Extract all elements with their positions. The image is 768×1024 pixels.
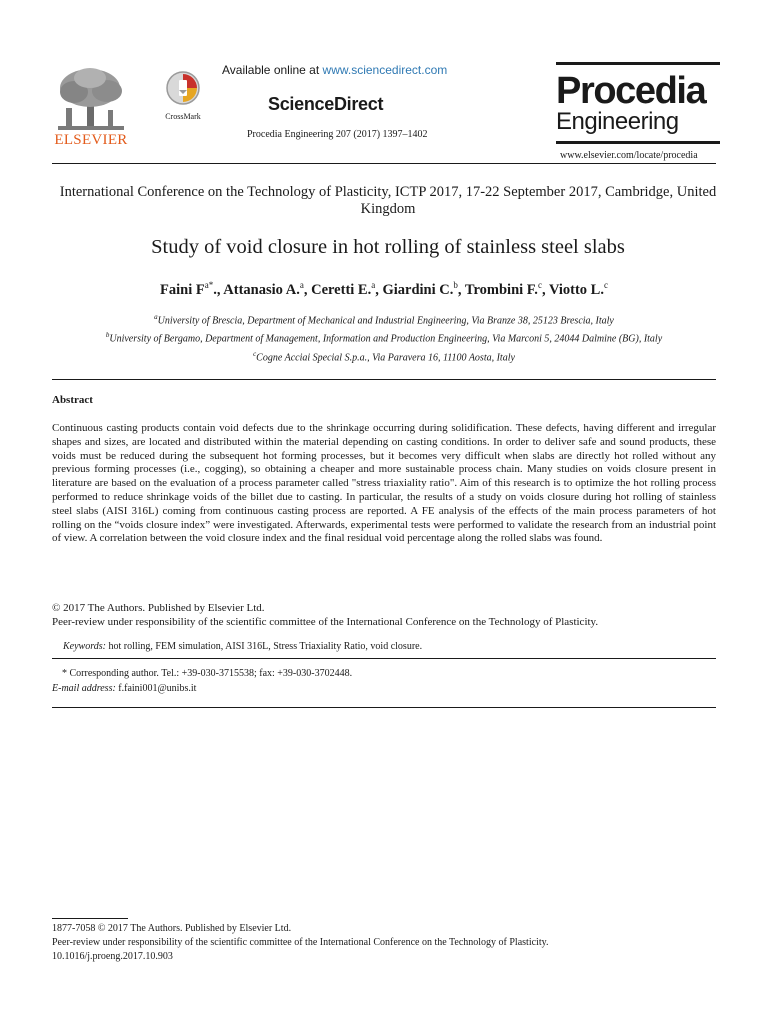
affiliation-mark: c bbox=[253, 349, 257, 358]
sciencedirect-brand: ScienceDirect bbox=[268, 94, 384, 114]
peer-review-notice: Peer-review under responsibility of the scientific committee of the International Conference on the Technology of Plasticity. bbox=[52, 616, 599, 628]
logo-bottom-rule bbox=[556, 141, 720, 144]
crossmark-label: CrossMark bbox=[165, 112, 201, 121]
affiliation-list bbox=[52, 310, 716, 365]
affiliation-item bbox=[52, 310, 716, 328]
author-affiliation-mark: c bbox=[537, 280, 542, 290]
author-affiliation-mark: a bbox=[371, 280, 376, 290]
keywords-label: Keywords: bbox=[63, 641, 106, 652]
author-affiliation-mark: c bbox=[603, 280, 608, 290]
logo-top-rule bbox=[556, 62, 720, 65]
keywords-text: hot rolling, FEM simulation, AISI 316L, Stress Triaxiality Ratio, void closure. bbox=[108, 641, 423, 652]
section-divider bbox=[52, 379, 716, 380]
affiliation-text: University of Brescia, Department of Mechanical and Industrial Engineering, Via Branze 38, 25123 Brescia, Italy bbox=[157, 315, 614, 327]
affiliation-mark: a bbox=[154, 313, 158, 321]
author-separator: , bbox=[457, 281, 465, 298]
available-prefix: Available online at bbox=[222, 63, 320, 77]
issn-line: 1877-7058 © 2017 The Authors. Published by Elsevier Ltd. bbox=[52, 923, 292, 934]
crossmark-badge[interactable] bbox=[158, 70, 208, 121]
author-name: Attanasio A. bbox=[223, 281, 300, 298]
affiliation-text: University of Bergamo, Department of Management, Information and Production Engineering, Via Marconi 5, 24044 Dalmine (BG), Italy bbox=[109, 333, 663, 345]
procedia-engineering-logo bbox=[556, 62, 720, 144]
sciencedirect-link[interactable]: www.sciencedirect.com bbox=[322, 63, 448, 77]
email-label: E-mail address: bbox=[52, 683, 116, 694]
author-separator: , bbox=[375, 281, 383, 298]
author-affiliation-mark: a* bbox=[204, 280, 214, 290]
crossmark-icon bbox=[165, 70, 201, 106]
conference-name: International Conference on the Technology of Plasticity, ICTP 2017, 17-22 September 2017, Cambridge, United Kingdom bbox=[59, 184, 717, 217]
email-address-link[interactable]: f.faini001@unibs.it bbox=[118, 683, 197, 694]
journal-url-link[interactable]: www.elsevier.com/locate/procedia bbox=[560, 150, 698, 161]
paper-title: Study of void closure in hot rolling of stainless steel slabs bbox=[151, 236, 625, 258]
author-separator: ., bbox=[213, 281, 224, 298]
section-divider bbox=[52, 707, 716, 708]
author-name: Giardini C. bbox=[382, 281, 454, 298]
author-list bbox=[52, 280, 716, 299]
page-footer bbox=[52, 922, 716, 964]
copyright-notice: © 2017 The Authors. Published by Elsevier Ltd. bbox=[52, 602, 265, 614]
abstract-body: Continuous casting products contain void defects due to the shrinkage occurring during solidification. These defects, having different and irregular shapes and sizes, are located and distributed within the material depending on casting conditions. In order to deliver safe and sound products, these voids must be reduced during the subsequent hot forming processes, but it becomes very difficult when slabs are directly hot rolled without any previous forming processes (i.e., cogging), so obtaining a cheaper and more sustainable process chain. Many studies on voids closure present in literature are based on the evaluation of a process parameter called "stress triaxiality ratio". Aim of this research is to optimize the hot rolling process performed to reduce shrinkage voids of the billet due to casting. In particular, the results of a study on voids closure during hot rolling of stainless steel slabs (AISI 316L) coming from continuous casting process are reported. A FE analysis of the effects of the main process parameters of hot rolling on the “voids closure index” were investigated. Afterwards, experimental tests were performed to validate the research from an industrial point of view. A correlation between the void closure index and the final residual void percentage along the rolled slabs was found. bbox=[52, 422, 716, 545]
author-separator: , bbox=[541, 281, 549, 298]
author-name: Faini F bbox=[160, 281, 205, 298]
doi-link[interactable]: 10.1016/j.proeng.2017.10.903 bbox=[52, 951, 173, 962]
footer-peer-review: Peer-review under responsibility of the scientific committee of the International Conference on the Technology of Plasticity. bbox=[52, 937, 549, 948]
corresponding-author: * Corresponding author. Tel.: +39-030-3715538; fax: +39-030-3702448. bbox=[62, 668, 353, 679]
author-name: Viotto L. bbox=[548, 281, 604, 298]
affiliation-text: Cogne Acciai Special S.p.a., Via Paravera 16, 11100 Aosta, Italy bbox=[256, 351, 515, 363]
affiliation-item bbox=[52, 347, 716, 365]
available-online bbox=[222, 63, 447, 77]
author-name: Ceretti E. bbox=[311, 281, 372, 298]
header-divider bbox=[52, 163, 716, 164]
affiliation-mark: b bbox=[105, 331, 110, 340]
footnote-rule bbox=[52, 918, 128, 919]
author-affiliation-mark: a bbox=[299, 280, 304, 290]
journal-citation: Procedia Engineering 207 (2017) 1397–1402 bbox=[247, 129, 428, 140]
keywords bbox=[63, 641, 422, 652]
affiliation-item bbox=[52, 328, 716, 346]
author-email bbox=[52, 683, 196, 694]
author-name: Trombini F. bbox=[464, 281, 538, 298]
author-affiliation-mark: b bbox=[453, 280, 458, 290]
elsevier-wordmark: ELSEVIER bbox=[54, 132, 128, 148]
journal-name-secondary: Engineering bbox=[556, 108, 679, 135]
author-separator: , bbox=[303, 281, 312, 298]
abstract-heading: Abstract bbox=[52, 394, 93, 406]
journal-name-primary: Procedia bbox=[556, 70, 706, 112]
section-divider bbox=[52, 658, 716, 659]
